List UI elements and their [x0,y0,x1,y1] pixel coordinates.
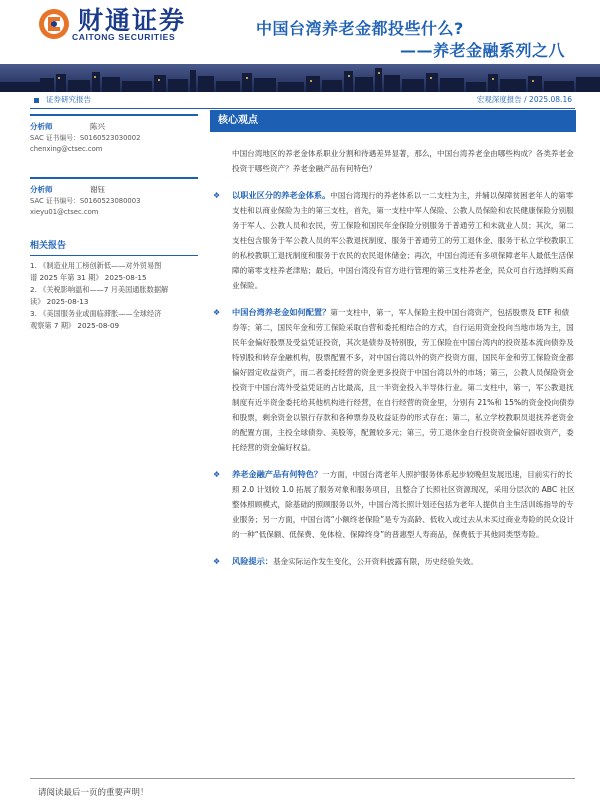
diamond-bullet-icon: ❖ [213,557,221,566]
key-point-paragraph [210,467,576,542]
key-point-body: 一方面，中国台湾老年人照护服务体系起步较晚但发展迅速，目前实行的长照 2.0 计划较 1.0 拓展了服务对象和服务项目，且整合了长照社区资源现况，采用分层次的 ABC 社区整体照顾模式，除基础的照顾服务以外，中国台湾长照计划还包括为老年人提供自主生活训练指导的专业服务；另一方面，中国台湾“小额终老保险”是专为高龄、低收入或过去从未买过商业寿险的民众设计的一种“低保额、低保费、免体检、保障终身”的普惠型人寿商品，保费低于其他同类型寿险。 [232,470,575,539]
key-point-body: 中国台湾现行的养老体系以一二支柱为主，并辅以保障贫困老年人的第零支柱和以商业保险为主的第三支柱，首先，第一支柱中军人保险、公教人员保险和农民健康保险分别服务于军人、公教人员和农民，劳工保险和国民年金保险分别服务于普通劳工和未就业人员；其次，第二支柱包含服务于军公教人员的军公教退抚制度、服务于普通劳工的劳工退休金、服务于私立学校教职工的私校教职工退抚制度和服务于农民的农民退休储金；再次，中国台湾还有多项保障老年人最低生活保障的第零支柱养老津贴；最后，中国台湾没有官方进行管理的第三支柱养老金，民众可自行选择购买商业保险。 [232,191,574,290]
analyst-cert: SAC 证书编号：S0160523080003 [30,197,141,205]
analyst-role: 分析师 [30,122,53,131]
related-reports-title: 相关报告 [30,240,198,256]
skyline-banner [0,64,600,92]
report-title: 中国台湾养老金都投些什么? [256,19,464,38]
key-point-heading: 以职业区分的养老金体系。 [232,190,331,200]
analyst-role: 分析师 [30,185,53,194]
risk-body: 基金实际运作发生变化，公开资料披露有限，历史经验失效。 [272,557,478,566]
analyst-email[interactable]: xieyu01@ctsec.com [30,208,99,216]
key-point-paragraph [210,554,576,569]
related-report-line: 3. 《美国服务业或面临滞胀——全球经济 [30,309,162,318]
main-content [210,110,576,569]
related-report-item[interactable] [30,284,198,308]
diamond-bullet-icon: ❖ [213,308,221,317]
logo-text-cn: 财通证券 [78,6,187,35]
key-point-paragraph [210,188,576,293]
analyst-card [30,177,198,218]
meta-bullet-icon [34,98,39,103]
key-point-heading: 养老金融产品有何特色？ [232,469,323,479]
section-title: 核心观点 [210,110,576,132]
key-point-heading: 中国台湾养老金如何配置？ [232,307,331,317]
risk-heading: 风险提示： [232,556,273,566]
disclaimer-notice: 请阅读最后一页的重要声明！ [38,788,149,798]
key-point-paragraph [210,305,576,455]
report-type-label: 证券研究报告 [46,95,91,104]
analyst-name: 谢钰 [90,185,105,194]
sidebar [30,114,198,332]
related-report-line: 谱 2025 年第 31 期》 2025-08-15 [30,273,147,282]
report-subtitle: ——养老金融系列之八 [400,41,566,60]
caitong-logo-icon [38,8,70,40]
related-report-line: 1. 《制造业用工榜创新低——对外贸易图 [30,261,162,270]
analyst-name: 陈兴 [90,122,105,131]
related-reports [30,240,198,332]
analyst-card [30,114,198,155]
key-point-body: 第一支柱中，第一，军人保险主投中国台湾资产，包括股票及 ETF 和债券等；第二，国民年金和劳工保险采取自营和委托相结合的方式，自行运用资金投向当地市场为主，国民年金偏好股票及受益凭证投资，其次是债券及特别股，劳工保险在中国台湾内的投资基本流向债券及特别股和转存金融机构，股票配置不多，对中国台湾以外的资产投资方面，国民年金和劳工保险资金都偏好固定收益资产，而二者委托经营的资金更多投资于中国台湾以外的市场；第三，公教人员保险资金投资于中国台湾外受益凭证的占比最高，且一半资金投入半导体行业。第二支柱中，第一，军公教退抚制度有近半资金委托给其他机构进行经营，在自行经营的资金里，分别有 21%和 15%的资金投向债券和股票，剩余资金以银行存款和各种票券及收益证券的形式存在；第二，私立学校教职员退抚养老资金的配置方面，主投全球债券、美股等，配置较多元；第三，劳工退休金自行投资资金偏好固收资产，委托经营的资金偏好权益。 [232,308,575,452]
related-report-item[interactable] [30,260,198,284]
intro-paragraph: 中国台湾地区的养老金体系职业分割和待遇差异显著，那么，中国台湾养老金由哪些构成？各类养老金投资于哪些资产？养老金融产品有何特色？ [232,149,574,173]
logo-text-en: CAITONG SECURITIES [72,32,176,42]
meta-divider [30,108,575,109]
related-report-item[interactable] [30,308,198,332]
page-header [0,0,600,66]
diamond-bullet-icon: ❖ [213,191,221,200]
related-report-line: 2. 《关税影响温和——7 月美国通胀数据解 [30,285,169,294]
analyst-cert: SAC 证书编号：S0160523030002 [30,134,141,142]
page-footer [30,778,575,800]
report-category-date: 宏观深度报告 / 2025.08.16 [476,95,572,104]
related-report-line: 观察第 7 期》 2025-08-09 [30,321,120,330]
diamond-bullet-icon: ❖ [213,470,221,479]
related-report-line: 读》 2025-08-13 [30,297,89,306]
analyst-email[interactable]: chenxing@ctsec.com [30,145,103,153]
